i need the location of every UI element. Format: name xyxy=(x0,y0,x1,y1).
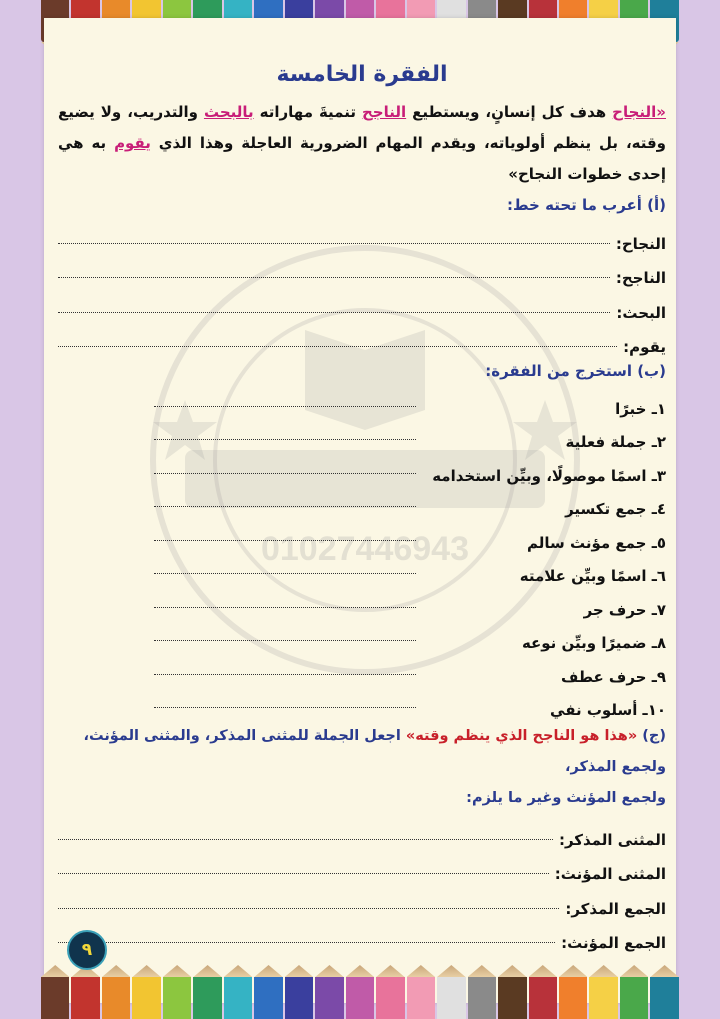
paragraph-text-1: هدف كل إنسانٍ، ويستطيع xyxy=(406,103,613,121)
underlined-word-1: «النجاح xyxy=(612,103,666,121)
answer-line[interactable] xyxy=(154,707,416,708)
reading-paragraph xyxy=(58,97,666,190)
question-label: ٩ـ حرف عطف xyxy=(560,667,666,686)
question-label: ٤ـ جمع تكسير xyxy=(565,500,666,518)
pencil-decoration xyxy=(407,977,435,1019)
answer-line[interactable] xyxy=(58,908,559,909)
question-label: المثنى المذكر: xyxy=(558,830,666,849)
paragraph-text-2: تنميةَ مهاراته xyxy=(253,103,362,121)
pencil-decoration xyxy=(315,977,343,1019)
answer-row xyxy=(58,287,666,322)
answer-row xyxy=(58,322,666,357)
answer-line[interactable] xyxy=(58,346,617,347)
answer-row xyxy=(58,686,666,720)
answer-line[interactable] xyxy=(154,607,416,608)
pencil-decoration xyxy=(224,977,252,1019)
answer-row xyxy=(58,218,666,253)
pencil-border-bottom xyxy=(40,977,680,1019)
pencil-decoration xyxy=(559,977,587,1019)
section-c-prefix: (ج) xyxy=(637,728,666,744)
answer-line[interactable] xyxy=(154,674,416,675)
answer-line[interactable] xyxy=(58,243,610,244)
answer-row xyxy=(58,814,666,849)
section-a-list xyxy=(58,218,666,356)
question-label: النجاح: xyxy=(615,234,666,253)
question-label: المثنى المؤنث: xyxy=(554,865,666,883)
pencil-decoration xyxy=(132,977,160,1019)
section-a-heading: (أ) أعرب ما تحته خط: xyxy=(507,196,666,214)
answer-row xyxy=(58,918,666,953)
question-label: الجمع المؤنث: xyxy=(561,934,666,952)
pencil-decoration xyxy=(468,977,496,1019)
watermark-phone: 01027446943 xyxy=(260,530,470,568)
answer-line[interactable] xyxy=(58,277,610,278)
page-number-badge: ٩ xyxy=(67,930,107,970)
answer-row xyxy=(58,384,666,418)
paragraph-text-3: والتدريب، ولا يضيع وقته، بل ينظم أولوياته، ويقدم المهام الضرورية العاجلة وهذا الذي xyxy=(58,103,667,152)
answer-row xyxy=(58,518,666,552)
section-b-list xyxy=(58,384,666,719)
question-label: يقوم: xyxy=(623,338,666,356)
pencil-decoration xyxy=(285,977,313,1019)
question-label: ٢ـ جملة فعلية xyxy=(565,433,666,451)
worksheet-content xyxy=(58,62,666,952)
answer-line[interactable] xyxy=(58,873,549,874)
question-label: ١٠ـ أسلوب نفي xyxy=(550,701,666,719)
pencil-decoration xyxy=(529,977,557,1019)
question-label: ١ـ خبرًا xyxy=(615,399,666,418)
section-c-heading xyxy=(58,721,666,814)
question-label: ٧ـ حرف جر xyxy=(583,600,666,619)
question-label: ٥ـ جمع مؤنث سالم xyxy=(526,533,666,552)
pencil-decoration xyxy=(620,977,648,1019)
underlined-word-2: الناجح xyxy=(361,103,407,121)
pencil-decoration xyxy=(102,977,130,1019)
answer-row xyxy=(58,652,666,686)
pencil-decoration xyxy=(71,977,99,1019)
answer-line[interactable] xyxy=(58,312,610,313)
page-title: الفقرة الخامسة xyxy=(276,62,448,87)
question-label: الجمع المذكر: xyxy=(565,899,666,918)
answer-row xyxy=(58,253,666,288)
answer-line[interactable] xyxy=(58,839,553,840)
answer-row xyxy=(58,552,666,586)
answer-line[interactable] xyxy=(154,406,416,407)
answer-row xyxy=(58,418,666,452)
question-label: الناجح: xyxy=(615,269,666,287)
pencil-decoration xyxy=(376,977,404,1019)
pencil-decoration xyxy=(650,977,678,1019)
pencil-decoration xyxy=(163,977,191,1019)
underlined-word-4: يقوم xyxy=(114,134,151,152)
answer-row xyxy=(58,585,666,619)
section-c-list xyxy=(58,814,666,952)
answer-line[interactable] xyxy=(154,573,416,574)
answer-line[interactable] xyxy=(154,439,416,440)
section-c-quote: «هذا هو الناجح الذي ينظم وقته» xyxy=(405,728,638,744)
answer-row xyxy=(58,849,666,884)
question-label: ٨ـ ضميرًا وبيِّن نوعه xyxy=(521,634,666,652)
paragraph-text-4: به هي إحدى خطوات النجاح» xyxy=(58,134,666,183)
section-c-instruction-cont: ولجمع المؤنث وغير ما يلزم: xyxy=(466,790,666,806)
pencil-decoration xyxy=(193,977,221,1019)
pencil-decoration xyxy=(346,977,374,1019)
answer-row xyxy=(58,619,666,653)
pencil-decoration xyxy=(437,977,465,1019)
question-label: البحث: xyxy=(616,303,666,322)
answer-line[interactable] xyxy=(154,540,416,541)
underlined-word-3: بالبحث xyxy=(203,103,254,121)
answer-line[interactable] xyxy=(154,473,416,474)
question-label: ٦ـ اسمًا وبيِّن علامته xyxy=(519,567,666,585)
answer-row xyxy=(58,485,666,519)
question-label: ٣ـ اسمًا موصولًا، وبيِّن استخدامه xyxy=(432,466,666,485)
pencil-decoration xyxy=(41,977,69,1019)
pencil-decoration xyxy=(589,977,617,1019)
section-c-instruction: اجعل الجملة للمثنى المذكر، والمثنى المؤنث، ولجمع المذكر، xyxy=(83,728,666,775)
answer-line[interactable] xyxy=(154,640,416,641)
answer-line[interactable] xyxy=(154,506,416,507)
pencil-decoration xyxy=(254,977,282,1019)
answer-line[interactable] xyxy=(58,942,555,943)
answer-row xyxy=(58,451,666,485)
pencil-decoration xyxy=(498,977,526,1019)
section-b-heading: (ب) استخرج من الفقرة: xyxy=(485,362,666,380)
answer-row xyxy=(58,883,666,918)
